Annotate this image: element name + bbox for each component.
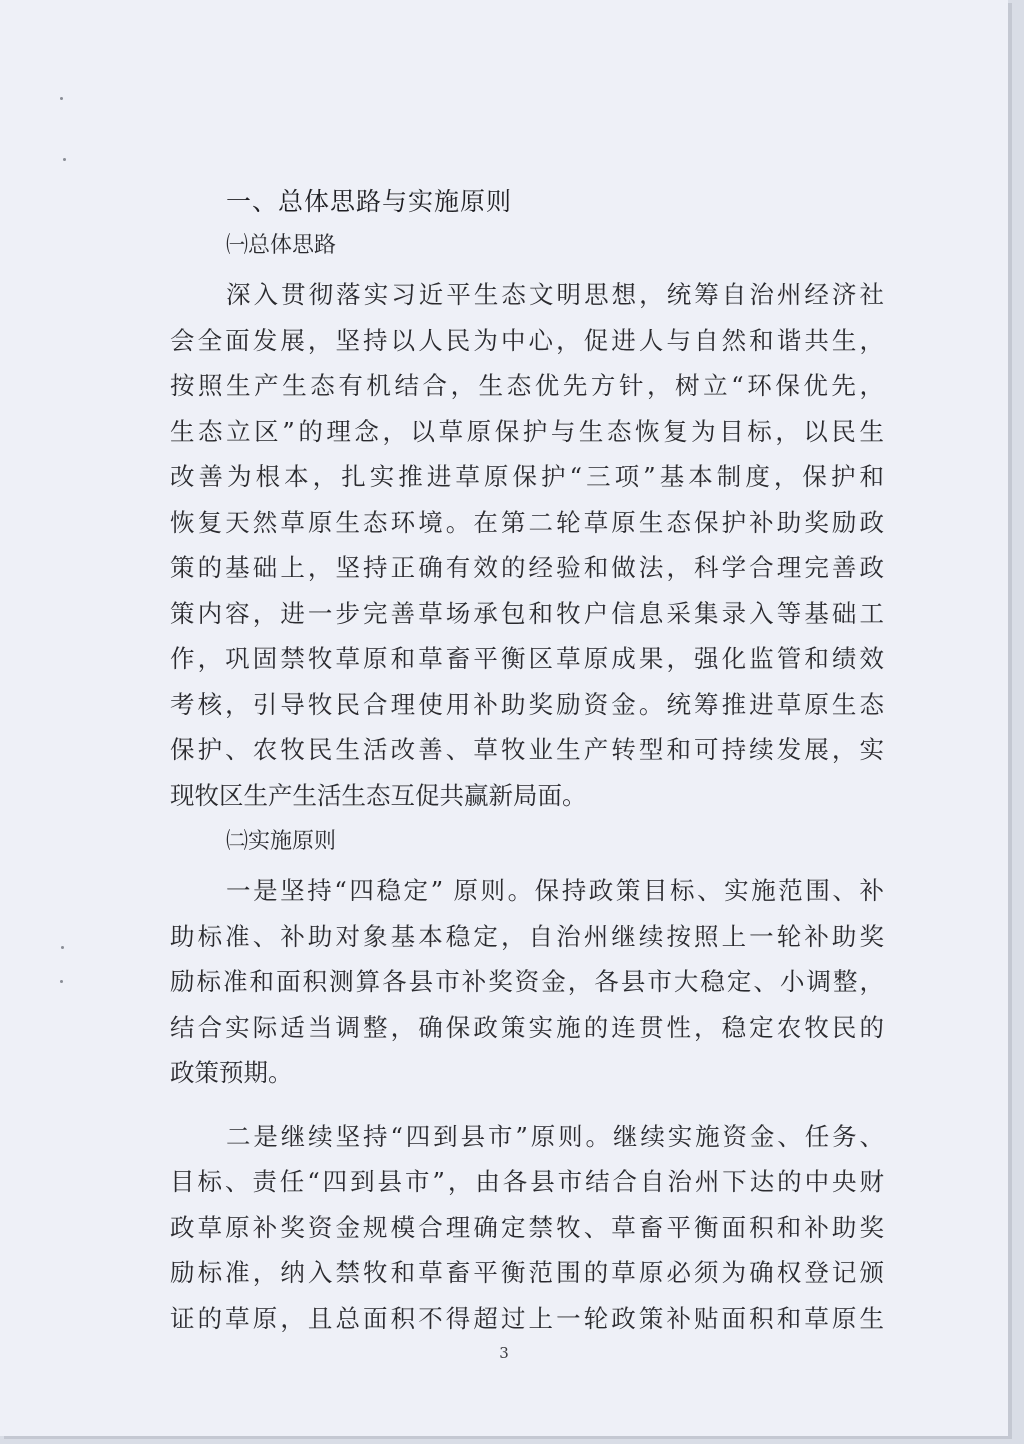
document-body <box>170 182 884 1341</box>
scan-speck <box>60 97 63 100</box>
text-line: 考核，引导牧民合理使用补助奖励资金。统筹推进草原生态 <box>170 689 884 719</box>
scan-speck <box>61 946 64 949</box>
text-line: 励标准和面积测算各县市补奖资金，各县市大稳定、小调整， <box>170 967 884 996</box>
text-line: 策内容，进一步完善草场承包和牧户信息采集录入等基础工 <box>170 598 884 628</box>
text-line: 深入贯彻落实习近平生态文明思想，统筹自治州经济社 <box>226 280 884 309</box>
text-line: 会全面发展，坚持以人民为中心，促进人与自然和谐共生， <box>170 325 884 355</box>
text-line: 恢复天然草原生态环境。在第二轮草原生态保护补助奖励政 <box>170 507 884 537</box>
text-line: 改善为根本，扎实推进草原保护“三项”基本制度，保护和 <box>170 462 884 491</box>
text-line: 结合实际适当调整，确保政策实施的连贯性，稳定农牧民的 <box>170 1012 884 1042</box>
text-line: 政草原补奖资金规模合理确定禁牧、草畜平衡面积和补助奖 <box>170 1212 884 1242</box>
text-line: 按照生产生态有机结合，生态优先方针，树立“环保优先， <box>170 371 884 400</box>
text-line: 现牧区生产生活生态互促共赢新局面。 <box>170 780 587 810</box>
text-line: 二是继续坚持“四到县市”原则。继续实施资金、任务、 <box>226 1121 884 1151</box>
text-line: 一是坚持“四稳定” 原则。保持政策目标、实施范围、补 <box>226 876 884 905</box>
paragraph-overall-approach <box>170 272 884 818</box>
page-number: 3 <box>499 1344 509 1362</box>
section-heading: 一、总体思路与实施原则 <box>226 187 513 216</box>
paragraph-principle-two <box>170 1114 884 1342</box>
text-line: 生态立区”的理念，以草原保护与生态恢复为目标，以民生 <box>170 416 884 446</box>
text-line: 政策预期。 <box>170 1058 293 1087</box>
text-line: 目标、责任“四到县市”，由各县市结合自治州下达的中央财 <box>170 1167 884 1196</box>
scan-speck <box>63 158 66 161</box>
subsection-title-overall: ㈠总体思路 <box>226 233 337 258</box>
paragraph-principle-one <box>170 868 884 1096</box>
scan-speck <box>60 980 63 983</box>
subsection-title-principles: ㈡实施原则 <box>226 829 337 854</box>
text-line: 作，巩固禁牧草原和草畜平衡区草原成果，强化监管和绩效 <box>170 644 884 673</box>
text-line: 助标准、补助对象基本稳定，自治州继续按照上一轮补助奖 <box>170 921 884 951</box>
text-line: 证的草原，且总面积不得超过上一轮政策补贴面积和草原生 <box>170 1303 884 1333</box>
text-line: 保护、农牧民生活改善、草牧业生产转型和可持续发展，实 <box>170 735 884 764</box>
text-line: 励标准，纳入禁牧和草畜平衡范围的草原必须为确权登记颁 <box>170 1258 884 1287</box>
text-line: 策的基础上，坚持正确有效的经验和做法，科学合理完善政 <box>170 553 884 582</box>
